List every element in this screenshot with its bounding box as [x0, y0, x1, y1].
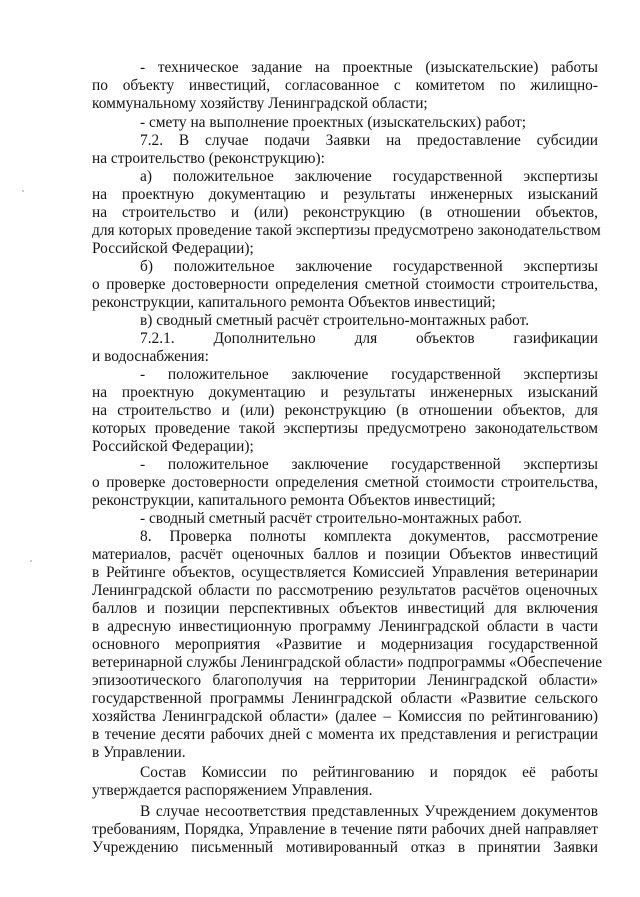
- text-line: на проектную документацию и результаты инженерных изысканий: [92, 384, 598, 401]
- text-line: требованиям, Порядка, Управление в течение пяти рабочих дней направляет: [92, 821, 598, 838]
- text-line: в) сводный сметный расчёт строительно-монтажных работ.: [140, 312, 530, 329]
- text-line: Состав Комиссии по рейтингованию и порядок её работы: [140, 764, 598, 781]
- text-line: 8. Проверка полноты комплекта документов, рассмотрение: [140, 528, 598, 545]
- text-line: Российской Федерации);: [92, 438, 254, 455]
- text-line: эпизоотического благополучия на территории Ленинградской области»: [92, 672, 598, 689]
- text-line: баллов и позиции перспективных объектов инвестиций для включения: [92, 600, 598, 617]
- text-line: в адресную инвестиционную программу Ленинградской области в части: [92, 618, 598, 635]
- text-line: Российской Федерации);: [92, 240, 254, 257]
- text-line: на строительство и (или) реконструкцию (в отношении объектов,: [92, 204, 598, 221]
- text-line: которых проведение такой экспертизы предусмотрено законодательством: [92, 420, 598, 437]
- text-line: утверждается распоряжением Управления.: [92, 782, 373, 799]
- text-line: на строительство (реконструкцию):: [92, 150, 325, 167]
- text-line: на строительство и (или) реконструкцию (в отношении объектов, для: [92, 402, 598, 419]
- text-line: ветеринарной службы Ленинградской области» подпрограммы «Обеспечение: [92, 654, 603, 671]
- text-line: и водоснабжения:: [92, 348, 209, 365]
- text-line: - смету на выполнение проектных (изыскательских) работ;: [140, 114, 526, 131]
- text-line: - сводный сметный расчёт строительно-монтажных работ.: [140, 510, 522, 527]
- text-line: государственной программы Ленинградской области «Развитие сельского: [92, 690, 598, 707]
- text-line: в Управлении.: [92, 744, 186, 761]
- scan-speck: [22, 190, 24, 192]
- text-line: о проверке достоверности определения сметной стоимости строительства,: [92, 474, 598, 491]
- text-line: - техническое задание на проектные (изыскательские) работы: [140, 59, 598, 76]
- text-line: - положительное заключение государственной экспертизы: [140, 366, 598, 383]
- text-line: о проверке достоверности определения сметной стоимости строительства,: [92, 276, 598, 293]
- text-line: материалов, расчёт оценочных баллов и позиции Объектов инвестиций: [92, 546, 598, 563]
- text-line: хозяйства Ленинградской области» (далее – Комиссия по рейтингованию): [92, 708, 598, 725]
- text-line: в Рейтинге объектов, осуществляется Комиссией Управления ветеринарии: [92, 564, 598, 581]
- text-line: для которых проведение такой экспертизы предусмотрено законодательством: [92, 222, 601, 239]
- text-line: 7.2.1. Дополнительно для объектов газификации: [140, 330, 598, 347]
- text-line: Учреждению письменный мотивированный отказ в принятии Заявки: [92, 839, 598, 856]
- text-line: В случае несоответствия представленных Учреждением документов: [140, 803, 598, 820]
- text-line: на проектную документацию и результаты инженерных изысканий: [92, 186, 598, 203]
- text-line: Ленинградской области по рассмотрению результатов расчётов оценочных: [92, 582, 598, 599]
- text-line: основного мероприятия «Развитие и модернизация государственной: [92, 636, 598, 653]
- text-line: б) положительное заключение государственной экспертизы: [140, 258, 598, 275]
- text-line: в течение десяти рабочих дней с момента их представления и регистрации: [92, 726, 598, 743]
- text-line: реконструкции, капитального ремонта Объектов инвестиций;: [92, 492, 496, 509]
- text-line: реконструкции, капитального ремонта Объектов инвестиций;: [92, 294, 496, 311]
- text-line: - положительное заключение государственной экспертизы: [140, 456, 598, 473]
- text-line: а) положительное заключение государственной экспертизы: [140, 168, 598, 185]
- text-line: коммунальному хозяйству Ленинградской области;: [92, 95, 428, 112]
- text-line: по объекту инвестиций, согласованное с комитетом по жилищно-: [92, 77, 598, 94]
- text-line: 7.2. В случае подачи Заявки на предоставление субсидии: [140, 132, 598, 149]
- scan-speck: [30, 560, 32, 562]
